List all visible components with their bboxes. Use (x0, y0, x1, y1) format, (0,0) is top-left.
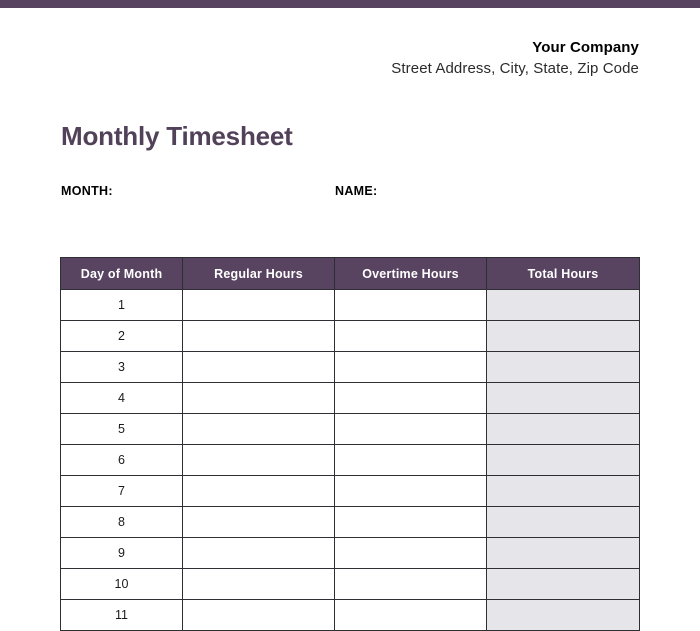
table-row (61, 414, 640, 445)
total-cell[interactable] (487, 352, 640, 383)
day-cell: 6 (61, 445, 183, 476)
overtime-cell[interactable] (335, 538, 487, 569)
overtime-cell[interactable] (335, 352, 487, 383)
table-row (61, 321, 640, 352)
regular-cell[interactable] (183, 538, 335, 569)
overtime-cell[interactable] (335, 445, 487, 476)
table-row (61, 352, 640, 383)
regular-cell[interactable] (183, 507, 335, 538)
overtime-cell[interactable] (335, 414, 487, 445)
company-header (0, 38, 639, 80)
total-cell[interactable] (487, 600, 640, 631)
column-header-regular-hours: Regular Hours (183, 258, 335, 290)
total-cell[interactable] (487, 445, 640, 476)
table-row (61, 445, 640, 476)
overtime-cell[interactable] (335, 600, 487, 631)
overtime-cell[interactable] (335, 321, 487, 352)
meta-fields (61, 184, 641, 200)
page-title: Monthly Timesheet (61, 121, 293, 151)
regular-cell[interactable] (183, 290, 335, 321)
timesheet-table (60, 257, 640, 631)
column-header-overtime-hours: Overtime Hours (335, 258, 487, 290)
overtime-cell[interactable] (335, 507, 487, 538)
table-row (61, 600, 640, 631)
table-row (61, 290, 640, 321)
day-cell: 3 (61, 352, 183, 383)
total-cell[interactable] (487, 290, 640, 321)
table-row (61, 507, 640, 538)
regular-cell[interactable] (183, 600, 335, 631)
regular-cell[interactable] (183, 569, 335, 600)
day-cell: 4 (61, 383, 183, 414)
day-cell: 9 (61, 538, 183, 569)
timesheet-table-body (61, 290, 640, 631)
overtime-cell[interactable] (335, 383, 487, 414)
table-row (61, 383, 640, 414)
company-address: Street Address, City, State, Zip Code (391, 60, 639, 77)
total-cell[interactable] (487, 383, 640, 414)
top-accent-bar (0, 0, 700, 8)
day-cell: 7 (61, 476, 183, 507)
day-cell: 2 (61, 321, 183, 352)
company-name: Your Company (532, 39, 639, 56)
total-cell[interactable] (487, 321, 640, 352)
total-cell[interactable] (487, 569, 640, 600)
overtime-cell[interactable] (335, 569, 487, 600)
name-label: NAME: (335, 184, 378, 198)
table-row (61, 538, 640, 569)
regular-cell[interactable] (183, 414, 335, 445)
month-label: MONTH: (61, 184, 113, 198)
table-header-row (61, 258, 640, 290)
column-header-day-of-month: Day of Month (61, 258, 183, 290)
table-row (61, 476, 640, 507)
total-cell[interactable] (487, 538, 640, 569)
overtime-cell[interactable] (335, 476, 487, 507)
total-cell[interactable] (487, 476, 640, 507)
day-cell: 11 (61, 600, 183, 631)
day-cell: 10 (61, 569, 183, 600)
overtime-cell[interactable] (335, 290, 487, 321)
total-cell[interactable] (487, 414, 640, 445)
column-header-total-hours: Total Hours (487, 258, 640, 290)
regular-cell[interactable] (183, 352, 335, 383)
regular-cell[interactable] (183, 383, 335, 414)
day-cell: 5 (61, 414, 183, 445)
day-cell: 1 (61, 290, 183, 321)
regular-cell[interactable] (183, 476, 335, 507)
day-cell: 8 (61, 507, 183, 538)
total-cell[interactable] (487, 507, 640, 538)
regular-cell[interactable] (183, 321, 335, 352)
table-row (61, 569, 640, 600)
regular-cell[interactable] (183, 445, 335, 476)
